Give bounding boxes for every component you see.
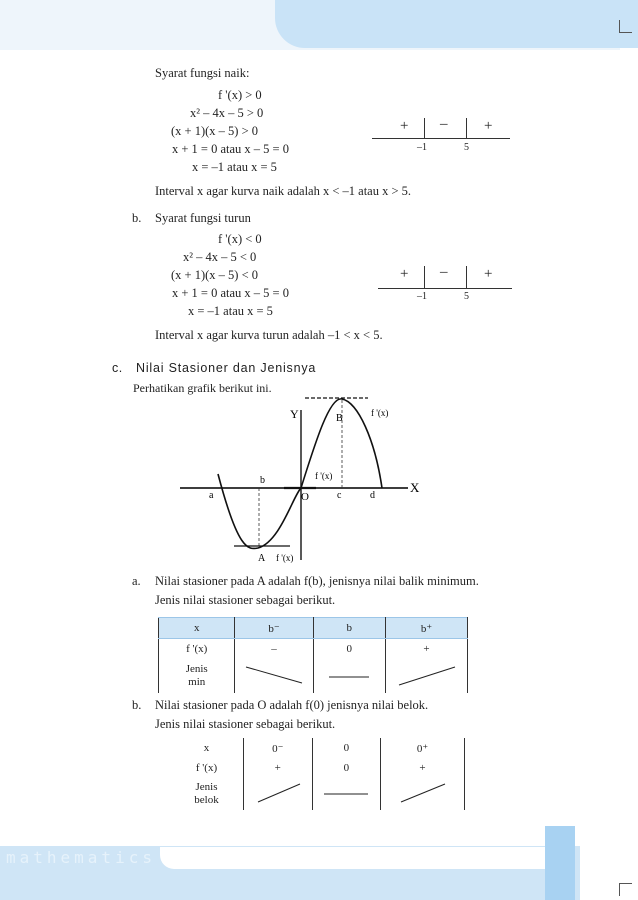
increasing-line-icon: [258, 784, 300, 802]
turun-sign-1: +: [400, 266, 409, 282]
table-belok-shape-1: [244, 778, 313, 810]
table-min-jenis-line-2: min: [188, 676, 206, 688]
section-c-label: c.: [112, 361, 123, 375]
table-belok: [170, 738, 465, 810]
table-min-h3: b⁺: [386, 618, 468, 639]
table-min-shape-3: [386, 659, 468, 693]
turun-number-line: [378, 288, 512, 289]
fprime-label-B: f '(x): [371, 408, 389, 418]
y-axis-label: Y: [290, 407, 299, 421]
corner-mark-top: [619, 20, 632, 33]
fprime-label-A: f '(x): [276, 553, 294, 563]
table-minimum-derivative-row: [159, 639, 468, 660]
table-belok-v3: +: [381, 758, 465, 778]
turun-step-2: x² – 4x – 5 < 0: [183, 250, 257, 264]
x-axis-label: X: [410, 480, 420, 495]
naik-tick-2: [466, 118, 467, 138]
table-min-h0: x: [159, 618, 235, 639]
point-d-label: d: [370, 490, 375, 501]
turun-conclusion: Interval x agar kurva turun adalah –1 < x < 5.: [155, 328, 383, 342]
table-belok-header: [170, 738, 465, 758]
naik-number-line: [372, 138, 510, 139]
table-belok-derivative-row: [170, 758, 465, 778]
table-min-h2: b: [313, 618, 385, 639]
decreasing-line-icon: [246, 667, 302, 683]
turun-sign-3: +: [484, 266, 493, 282]
table-minimum: [158, 617, 468, 693]
table-belok-row-label: f '(x): [170, 758, 244, 778]
table-minimum-header: [159, 618, 468, 639]
naik-conclusion: Interval x agar kurva naik adalah x < –1 atau x > 5.: [155, 184, 412, 198]
naik-step-2: x² – 4x – 5 > 0: [190, 106, 264, 120]
item-a-text-1: Nilai stasioner pada A adalah f(b), jenisnya nilai balik minimum.: [155, 574, 479, 588]
footer-band: [0, 826, 638, 900]
point-a-label: a: [209, 490, 214, 501]
table-belok-jenis-row: [170, 778, 465, 810]
turun-step-4: x + 1 = 0 atau x – 5 = 0: [172, 286, 289, 300]
naik-title: Syarat fungsi naik:: [155, 66, 250, 80]
footer-watermark: mathematics: [6, 848, 156, 867]
naik-sign-3: +: [484, 118, 493, 134]
item-b-label: b.: [132, 698, 142, 712]
naik-step-3: (x + 1)(x – 5) > 0: [171, 124, 258, 138]
turun-title: Syarat fungsi turun: [155, 211, 251, 225]
section-c-intro: Perhatikan grafik berikut ini.: [133, 381, 272, 395]
footer-pill: [160, 847, 570, 869]
table-minimum-jenis-row: [159, 659, 468, 693]
naik-point-2: 5: [464, 142, 469, 153]
fprime-label-O: f '(x): [315, 471, 333, 481]
turun-step-1: f '(x) < 0: [218, 232, 262, 246]
naik-point-1: –1: [417, 142, 427, 153]
table-belok-shape-2: [312, 778, 381, 810]
function-curve: [218, 399, 382, 549]
naik-tick-1: [424, 118, 425, 138]
table-belok-jenis-line-1: Jenis: [195, 781, 218, 793]
naik-step-1: f '(x) > 0: [218, 88, 262, 102]
footer-right-block: [545, 826, 575, 900]
table-belok-v1: +: [244, 758, 313, 778]
item-b-text-1: Nilai stasioner pada O adalah f(0) jenisnya nilai belok.: [155, 698, 429, 712]
turun-point-1: –1: [417, 291, 427, 302]
point-A-label: A: [258, 553, 266, 564]
header-band-blue: [275, 0, 638, 48]
increasing-line-icon: [399, 667, 455, 685]
table-belok-shape-3: [381, 778, 465, 810]
item-b-text-2: Jenis nilai stasioner sebagai berikut.: [155, 717, 336, 731]
turun-tick-2: [466, 266, 467, 288]
turun-step-3: (x + 1)(x – 5) < 0: [171, 268, 258, 282]
point-B-label: B: [336, 413, 343, 424]
table-belok-h1: 0⁻: [244, 738, 313, 758]
table-min-v2: 0: [313, 639, 385, 660]
table-min-v1: –: [235, 639, 313, 660]
turun-label: b.: [132, 211, 142, 225]
turun-point-2: 5: [464, 291, 469, 302]
turun-step-5: x = –1 atau x = 5: [188, 304, 273, 318]
table-min-row-label: f '(x): [159, 639, 235, 660]
stationary-graph: [180, 400, 440, 570]
table-belok-jenis-label: [170, 778, 244, 810]
table-min-jenis-line-1: Jenis: [185, 663, 208, 675]
table-min-jenis-label: [159, 659, 235, 693]
point-b-label: b: [260, 475, 265, 486]
table-min-h1: b⁻: [235, 618, 313, 639]
table-belok-h0: x: [170, 738, 244, 758]
table-min-shape-1: [235, 659, 313, 693]
corner-mark-bottom: [619, 883, 632, 896]
item-a-text-2: Jenis nilai stasioner sebagai berikut.: [155, 593, 336, 607]
table-belok-h3: 0⁺: [381, 738, 465, 758]
header-band: [0, 0, 638, 60]
table-belok-h2: 0: [312, 738, 381, 758]
origin-label: O: [301, 491, 309, 503]
turun-sign-2: –: [440, 264, 448, 280]
table-belok-v2: 0: [312, 758, 381, 778]
table-min-shape-2: [313, 659, 385, 693]
naik-step-4: x + 1 = 0 atau x – 5 = 0: [172, 142, 289, 156]
turun-tick-1: [424, 266, 425, 288]
table-min-v3: +: [386, 639, 468, 660]
naik-step-5: x = –1 atau x = 5: [192, 160, 277, 174]
naik-sign-1: +: [400, 118, 409, 134]
section-c-title: Nilai Stasioner dan Jenisnya: [136, 361, 317, 375]
point-c-label: c: [337, 490, 342, 501]
increasing-line-icon: [401, 784, 445, 802]
item-a-label: a.: [132, 574, 141, 588]
table-belok-jenis-line-2: belok: [194, 794, 219, 806]
naik-sign-2: –: [440, 116, 448, 132]
